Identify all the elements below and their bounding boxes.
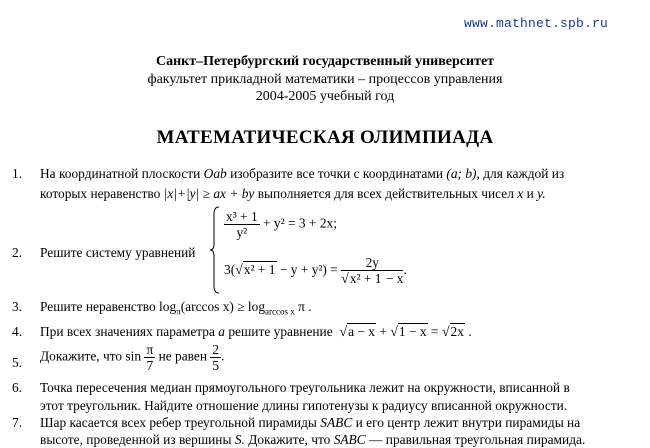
problem-5-text: Докажите, что sin $\frac{\pi}{7}$ не равен $\frac{2}{5}$ . [40, 342, 225, 373]
problem-6-line-1: Точка пересечения медиан прямоугольного треугольника лежит на окружности, вписанной в [40, 380, 570, 395]
university-name: Санкт–Петербургский государственный университет [155, 54, 495, 69]
faculty-name: факультет прикладной математики – процессов управления [147, 72, 503, 87]
problem-1-line-1: На координатной плоскости Oab изобразите все точки с координатами (a; b), для каждой из [40, 166, 565, 181]
problem-3-text: Решите неравенство $\log_\pi(\arccos$ $x) \ge \log_{arccos x} \pi$ . [40, 299, 312, 317]
problem-number: 5. [12, 355, 23, 370]
problem-number: 6. [12, 380, 23, 395]
problem-1-line-2: которых неравенство |x|+|y| ≥ ax + by выполняется для всех действительных чисел x и y. [40, 186, 546, 201]
problem-2-text: Решите систему уравнений [40, 245, 196, 260]
problem-number: 3. [12, 299, 23, 314]
system-equation-2: 3(√x² + 1 − y + y²) = $\frac{2y}{\text{√x² + 1 − x}}$ . [224, 255, 407, 287]
problem-number: 2. [12, 245, 23, 260]
problem-number: 7. [12, 415, 23, 430]
problem-6-line-2: этот треугольник. Найдите отношение длины гипотенузы к радиусу вписанной окружности. [40, 398, 568, 413]
problem-7-line-1: Шар касается всех ребер треугольной пирамиды SABC и его центр лежит внутри пирамиды на [40, 415, 581, 430]
system-brace [209, 206, 221, 294]
inequality: |x|+|y| ≥ ax + by [163, 186, 255, 201]
problem-number: 1. [12, 166, 23, 181]
page-title: МАТЕМАТИЧЕСКАЯ ОЛИМПИАДА [156, 127, 494, 148]
problem-number: 4. [12, 324, 23, 339]
problem-4-text: При всех значениях параметра a решите уравнение √a − x + √1 − x = √2x . [40, 324, 472, 340]
problem-7-line-2: высоте, проведенной из вершины S. Докажите, что SABC — правильная треугольная пирамида. [40, 432, 586, 447]
site-url[interactable]: www.mathnet.spb.ru [464, 16, 609, 31]
system-equation-1: $\frac{\text{x³ + 1}}{\text{y²}}$ + y² = 3 + 2x; [226, 209, 337, 240]
academic-year: 2004-2005 учебный год [255, 89, 395, 104]
